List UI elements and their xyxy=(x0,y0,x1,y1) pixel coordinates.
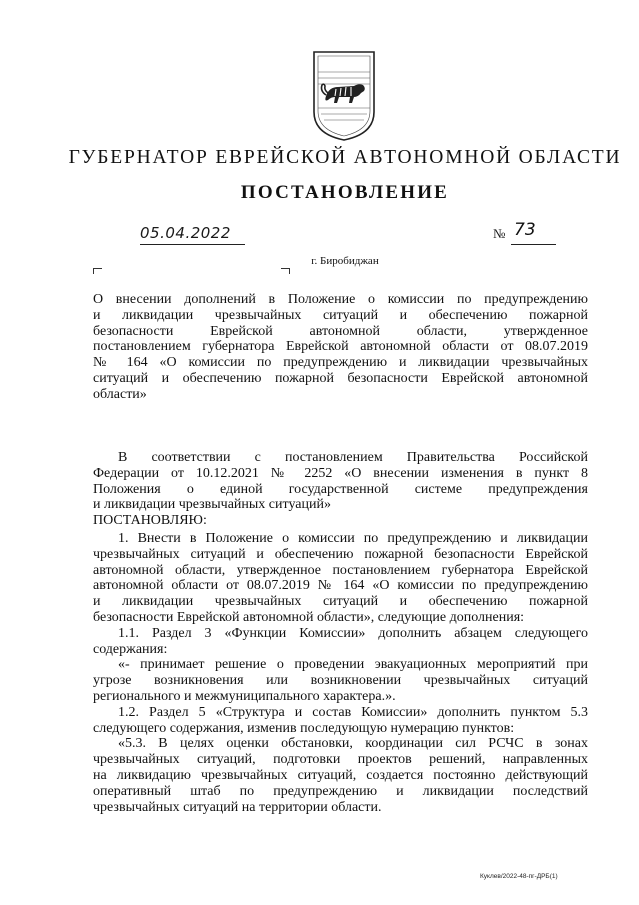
item-line: безопасности Еврейской автономной области», следующие дополнения: xyxy=(93,609,525,625)
quote-line: «5.3. В целях оценки обстановки, координации сил РСЧС в зонах xyxy=(118,736,588,752)
footer-registration-code: Куклев/2022-48-пг-ДРБ(1) xyxy=(480,873,558,880)
heading-line: постановлением губернатора Еврейской автономной области от 08.07.2019 xyxy=(93,339,588,355)
document-heading xyxy=(93,292,588,403)
item-line: автономной области, утвержденное постановлением губернатора Еврейской xyxy=(93,562,588,578)
quote-line: на ликвидацию чрезвычайных ситуаций, создается постоянно действующий xyxy=(93,767,588,783)
preamble-line: Положения о единой государственной системе предупреждения xyxy=(93,481,588,497)
city-name: г. Биробиджан xyxy=(311,255,379,267)
item-line: содержания: xyxy=(93,641,168,657)
item-line: автономной области от 08.07.2019 № 164 «О комиссии по предупреждению xyxy=(93,578,588,594)
preamble-line: и ликвидации чрезвычайных ситуаций» xyxy=(93,497,331,513)
heading-line: О внесении дополнений в Положение о комиссии по предупреждению xyxy=(93,292,588,307)
preamble xyxy=(93,450,588,529)
item-line: чрезвычайных ситуаций и обеспечению пожарной безопасности Еврейской xyxy=(93,546,588,562)
preamble-line: В соответствии с постановлением Правительства Российской xyxy=(118,450,588,465)
item-line: и ликвидации чрезвычайных ситуаций и обеспечению пожарной xyxy=(93,594,588,610)
number-label: № xyxy=(493,226,506,241)
document-type: ПОСТАНОВЛЕНИЕ xyxy=(240,182,450,203)
heading-line: области» xyxy=(93,386,147,402)
heading-line: и ликвидации чрезвычайных ситуаций и обеспечению пожарной xyxy=(93,307,588,323)
governor-title: ГУБЕРНАТОР ЕВРЕЙСКОЙ АВТОНОМНОЙ ОБЛАСТИ xyxy=(68,147,622,168)
preamble-line: Федерации от 10.12.2021 № 2252 «О внесении изменения в пункт 8 xyxy=(93,465,588,481)
quote-line: регионального и межмуниципального характера.». xyxy=(93,688,396,704)
heading-line: № 164 «О комиссии по предупреждению и ликвидации чрезвычайных xyxy=(93,355,588,371)
resolve-word: ПОСТАНОВЛЯЮ: xyxy=(93,513,207,529)
coat-of-arms-tiger-icon xyxy=(311,50,377,142)
item-1 xyxy=(93,531,588,815)
title-bracket-left xyxy=(93,268,102,274)
title-bracket-right xyxy=(281,268,290,274)
item-line: 1.1. Раздел 3 «Функции Комиссии» дополнить абзацем следующего xyxy=(118,625,588,641)
quote-line: «- принимает решение о проведении эвакуационных мероприятий при xyxy=(118,657,588,673)
item-line: следующего содержания, изменив последующую нумерацию пунктов: xyxy=(93,720,515,736)
heading-line: безопасности Еврейской автономной области, утвержденное xyxy=(93,323,588,339)
quote-line: оперативный штаб по предупреждению и ликвидации последствий xyxy=(93,783,588,799)
item-line: 1.2. Раздел 5 «Структура и состав Комиссии» дополнить пунктом 5.3 xyxy=(118,704,588,720)
document-date: 05.04.2022 xyxy=(140,224,231,242)
quote-line: чрезвычайных ситуаций на территории области. xyxy=(93,799,382,815)
quote-line: угрозе возникновения или возникновении чрезвычайных ситуаций xyxy=(93,673,588,689)
item-line: 1. Внести в Положение о комиссии по предупреждению и ликвидации xyxy=(118,531,588,546)
heading-line: ситуаций и обеспечению пожарной безопасности Еврейской автономной xyxy=(93,370,588,386)
quote-line: чрезвычайных ситуаций, подготовки проектов решений, направленных xyxy=(93,752,588,768)
document-number: 73 xyxy=(514,220,536,240)
